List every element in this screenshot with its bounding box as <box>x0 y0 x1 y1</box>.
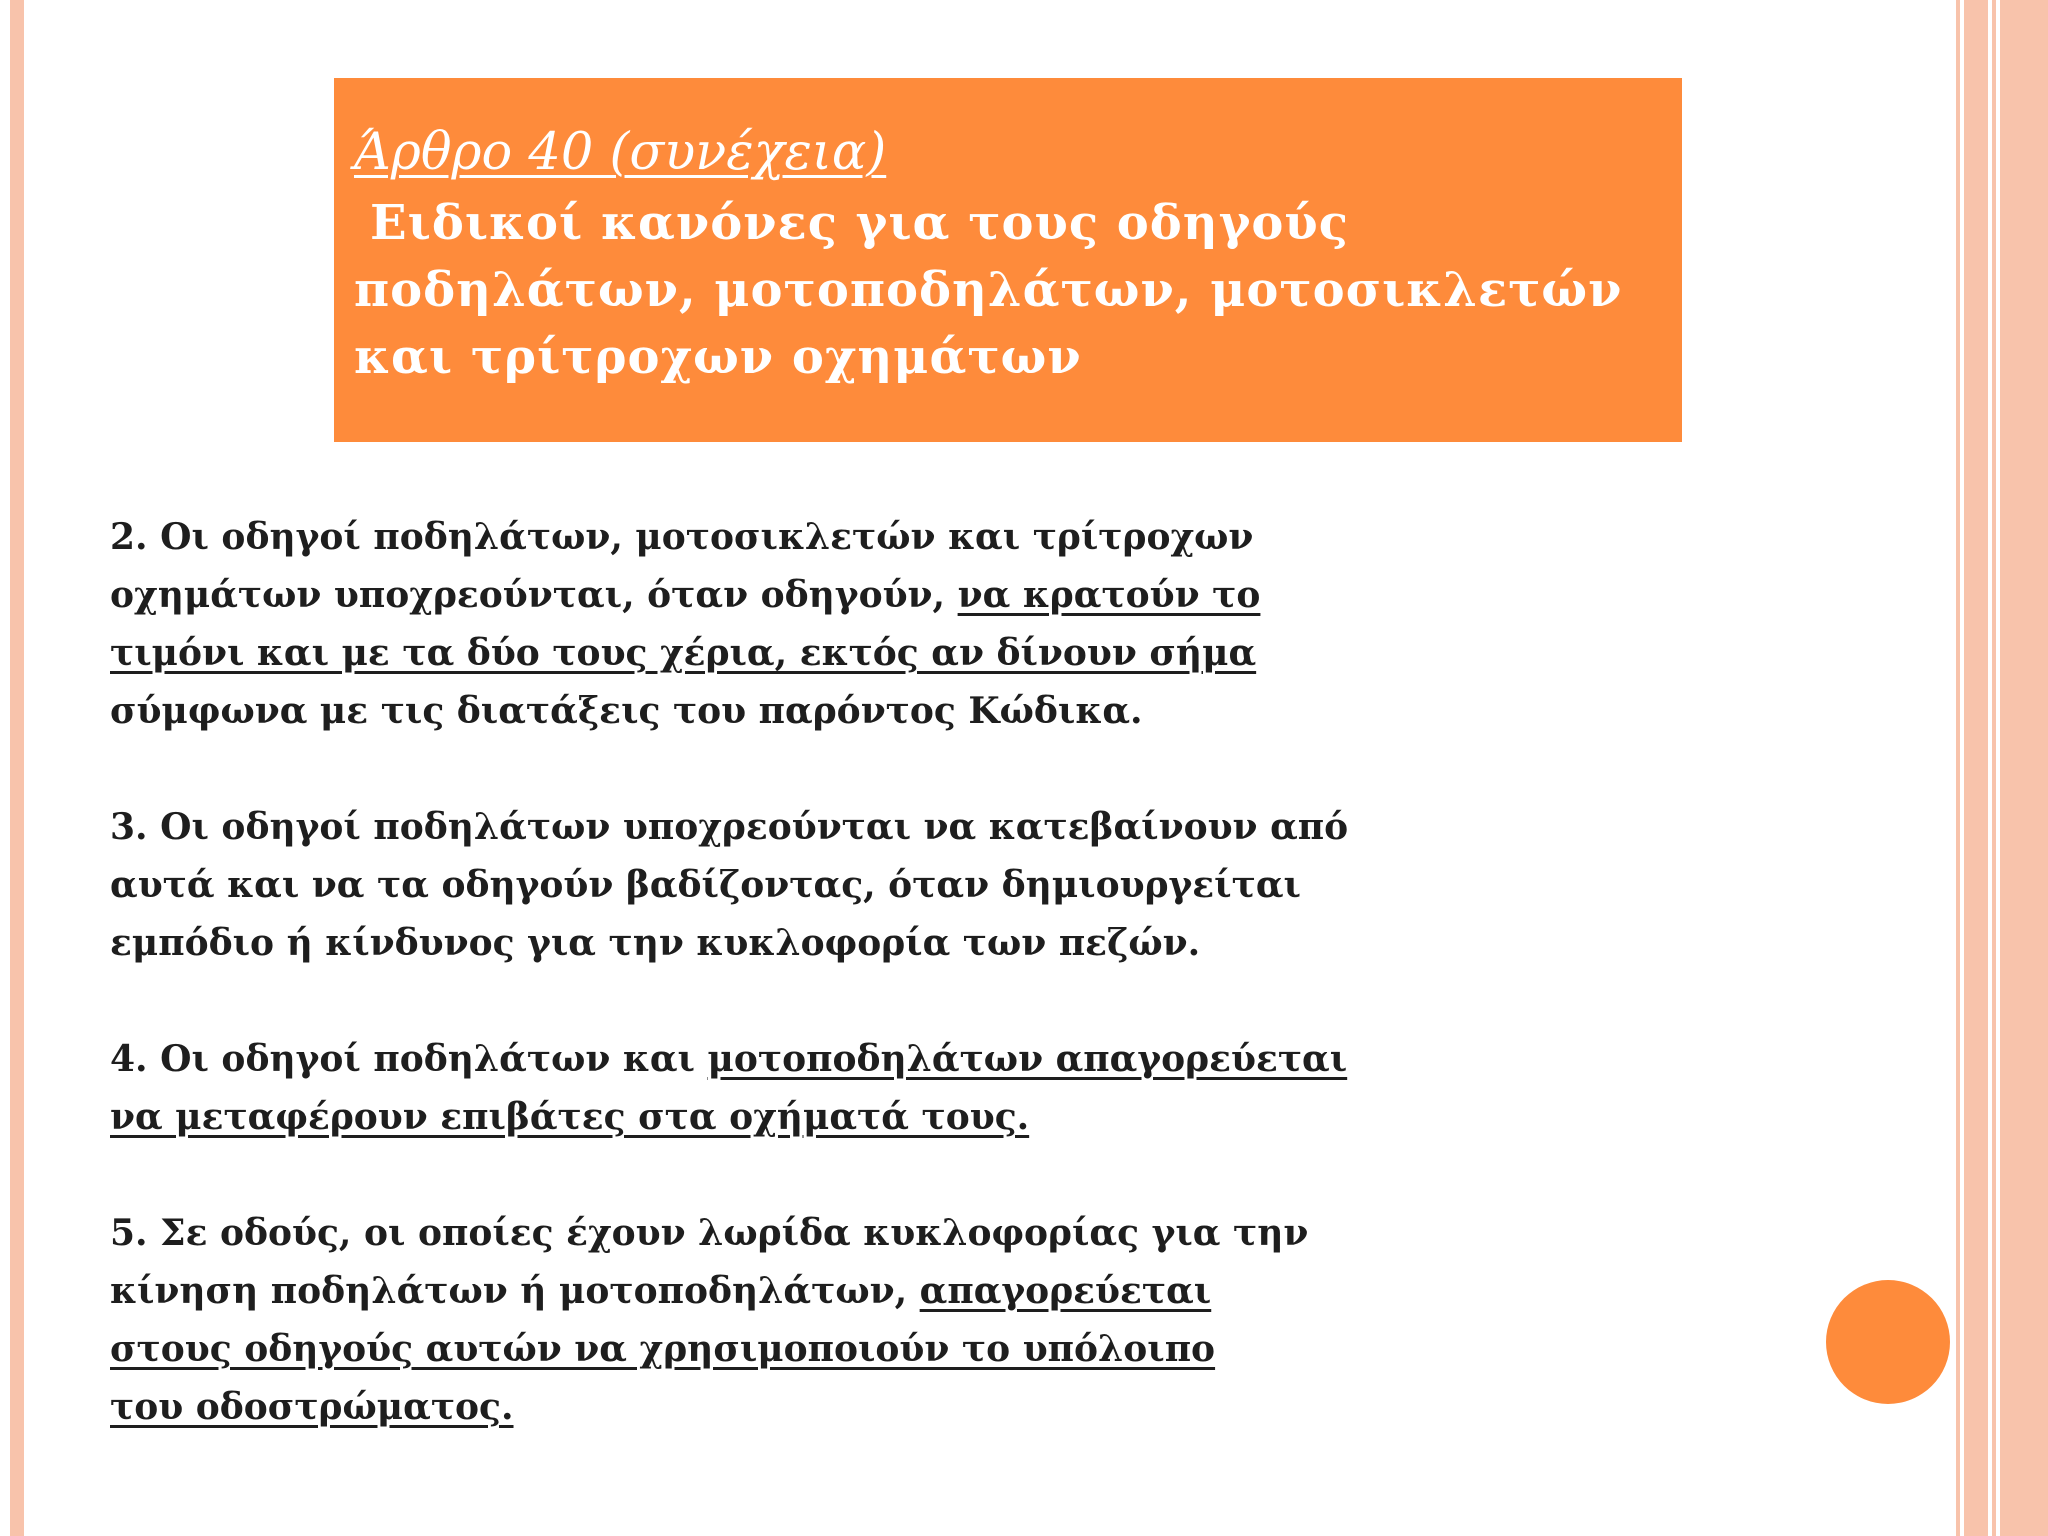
p5-line-3-underlined: στους οδηγούς αυτών να χρησιμοποιούν το υπόλοιπο <box>110 1328 1216 1370</box>
p3-line-1: 3. Οι οδηγοί ποδηλάτων υποχρεούνται να κατεβαίνουν από <box>110 806 1349 848</box>
p2-line-3-underlined: τιμόνι και με τα δύο τους χέρια, εκτός αν δίνουν σήμα <box>110 632 1257 674</box>
article-subtitle: Άρθρο 40 (συνέχεια) <box>354 123 887 182</box>
p4-line-1-underlined: μοτοποδηλάτων απαγορεύεται <box>707 1038 1348 1080</box>
slide-heading <box>354 190 1662 391</box>
p5-line-2-underlined: απαγορεύεται <box>919 1270 1212 1312</box>
heading-line-1: Ειδικοί κανόνες για τους οδηγούς <box>370 195 1349 251</box>
p2-line-2-plain: οχημάτων υποχρεούνται, όταν οδηγούν, <box>110 574 958 616</box>
heading-line-3: και τρίτροχων οχημάτων <box>354 329 1082 385</box>
frame-stripe-right-1 <box>1956 0 1960 1536</box>
p4-line-2-underlined: να μεταφέρουν επιβάτες στα οχήματά τους. <box>110 1096 1030 1138</box>
frame-stripe-right-4 <box>2000 0 2048 1536</box>
slide-body <box>110 508 1450 1494</box>
paragraph-2 <box>110 508 1450 740</box>
paragraph-3 <box>110 798 1450 972</box>
p2-line-2-underlined: να κρατούν το <box>957 574 1261 616</box>
p3-line-3: εμπόδιο ή κίνδυνος για την κυκλοφορία των πεζών. <box>110 922 1201 964</box>
frame-stripe-right-2 <box>1964 0 1988 1536</box>
decorative-orange-circle <box>1826 1280 1950 1404</box>
p5-line-4-underlined: του οδοστρώματος. <box>110 1386 514 1428</box>
p2-line-2 <box>110 566 1450 624</box>
p4-line-1-plain: 4. Οι οδηγοί ποδηλάτων και <box>110 1038 708 1080</box>
p4-line-1 <box>110 1030 1450 1088</box>
p5-line-2 <box>110 1262 1450 1320</box>
title-box <box>334 78 1682 442</box>
frame-stripe-right-3 <box>1992 0 1996 1536</box>
p5-line-2-plain: κίνηση ποδηλάτων ή μοτοποδηλάτων, <box>110 1270 920 1312</box>
p5-line-1: 5. Σε οδούς, οι οποίες έχουν λωρίδα κυκλοφορίας για την <box>110 1212 1309 1254</box>
paragraph-4 <box>110 1030 1450 1146</box>
paragraph-5 <box>110 1204 1450 1436</box>
p2-line-4: σύμφωνα με τις διατάξεις του παρόντος Κώδικα. <box>110 690 1143 732</box>
p3-line-2: αυτά και να τα οδηγούν βαδίζοντας, όταν δημιουργείται <box>110 864 1301 906</box>
p2-line-1: 2. Οι οδηγοί ποδηλάτων, μοτοσικλετών και τρίτροχων <box>110 516 1254 558</box>
frame-stripe-left <box>10 0 24 1536</box>
heading-line-2: ποδηλάτων, μοτοποδηλάτων, μοτοσικλετών <box>354 262 1623 318</box>
